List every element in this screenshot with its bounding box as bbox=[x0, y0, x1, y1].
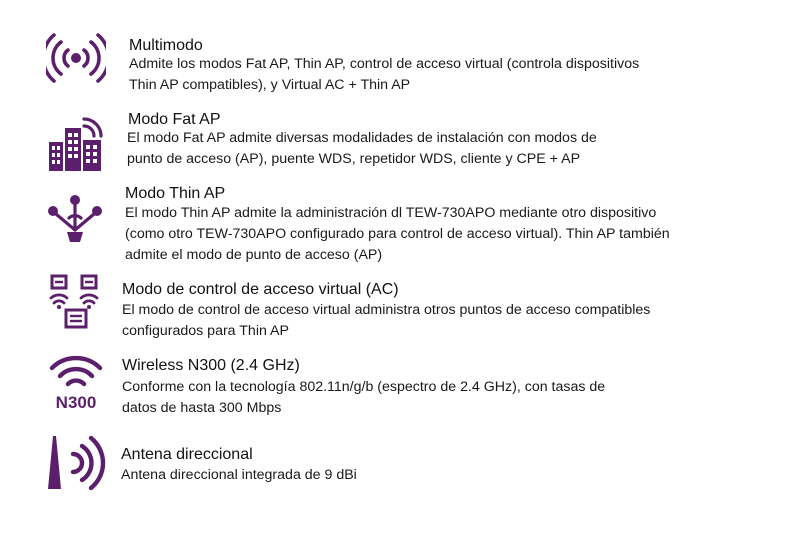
description-line: Antena direccional integrada de 9 dBi bbox=[121, 467, 357, 483]
description-line: Thin AP compatibles), y Virtual AC + Thin AP bbox=[129, 77, 411, 93]
description-line: Admite los modos Fat AP, Thin AP, control de acceso virtual (controla dispositivos bbox=[129, 56, 640, 72]
wifi-n300-icon bbox=[46, 354, 106, 412]
feature-description bbox=[129, 54, 639, 96]
description-line: configurados para Thin AP bbox=[122, 323, 289, 339]
feature-title: Modo Thin AP bbox=[125, 185, 226, 202]
description-line: El modo Thin AP admite la administración dl TEW-730APO mediante otro dispositivo bbox=[125, 205, 657, 221]
feature-description bbox=[125, 203, 670, 266]
feature-description bbox=[121, 465, 357, 486]
feature-title: Modo Fat AP bbox=[128, 111, 221, 128]
virtual-ac-icon bbox=[47, 272, 105, 332]
description-line: punto de acceso (AP), puente WDS, repetidor WDS, cliente y CPE + AP bbox=[127, 151, 581, 167]
description-line: (como otro TEW-730APO configurado para control de acceso virtual). Thin AP también bbox=[125, 226, 670, 242]
feature-description bbox=[127, 128, 597, 170]
description-line: Conforme con la tecnología 802.11n/g/b (espectro de 2.4 GHz), con tasas de bbox=[122, 379, 606, 395]
feature-title: Multimodo bbox=[129, 37, 203, 54]
description-line: El modo de control de acceso virtual administra otros puntos de acceso compatibles bbox=[122, 302, 651, 318]
feature-title: Antena direccional bbox=[121, 446, 253, 463]
feature-title: Wireless N300 (2.4 GHz) bbox=[122, 357, 300, 374]
description-line: El modo Fat AP admite diversas modalidades de instalación con modos de bbox=[127, 130, 597, 146]
n300-icon-label: N300 bbox=[55, 393, 97, 412]
multimode-radio-icon bbox=[46, 30, 106, 86]
description-line: datos de hasta 300 Mbps bbox=[122, 400, 282, 416]
feature-description bbox=[122, 377, 605, 419]
thin-ap-network-icon bbox=[46, 190, 104, 246]
buildings-wifi-icon bbox=[46, 114, 106, 174]
description-line: admite el modo de punto de acceso (AP) bbox=[125, 247, 383, 263]
feature-title: Modo de control de acceso virtual (AC) bbox=[122, 281, 399, 298]
directional-antenna-icon bbox=[46, 432, 106, 494]
feature-description bbox=[122, 300, 650, 342]
